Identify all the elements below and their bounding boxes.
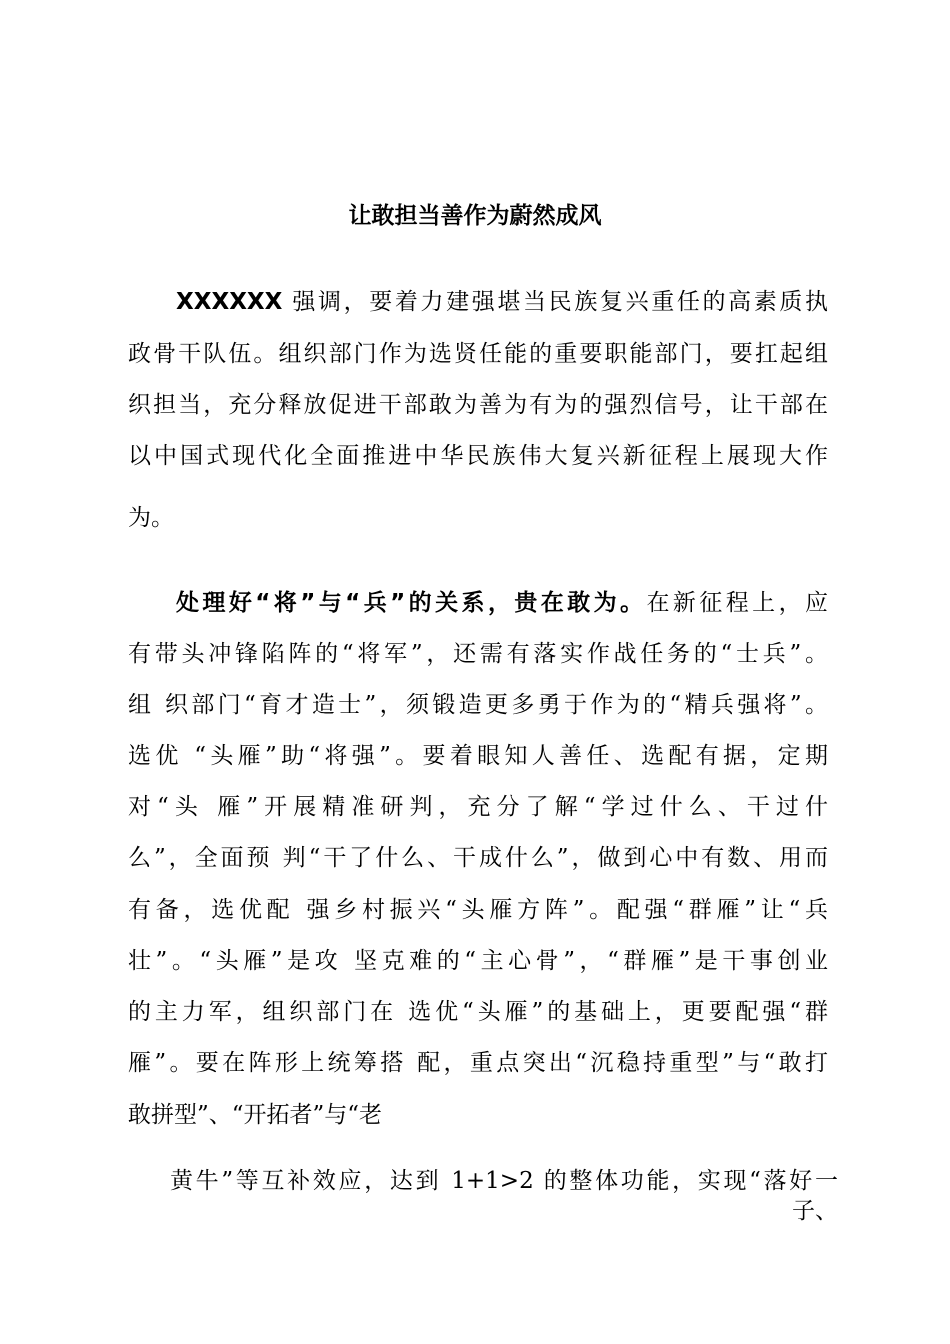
section1-line-11: 敢拼型”、“开拓者”与“老 <box>128 1102 383 1128</box>
section1-line-1 <box>176 585 828 621</box>
intro-line-5: 为。 <box>128 505 174 531</box>
intro-line-4: 以中国式现代化全面推进中华民族伟大复兴新征程上展现大作 <box>128 443 828 469</box>
intro-line-1 <box>176 284 828 320</box>
document-title: 让敢担当善作为蔚然成风 <box>348 203 602 229</box>
section1-line-3: 组 织部门“育才造士”，须锻造更多勇于作为的“精兵强将”。 <box>128 692 828 718</box>
section1-line-7: 有备，选优配 强乡村振兴“头雁方阵”。配强“群雁”让“兵 <box>128 897 828 923</box>
section1-line-2: 有带头冲锋陷阵的“将军”，还需有落实作战任务的“士兵”。 <box>128 641 828 667</box>
section1-line-9: 的主力军，组织部门在 选优“头雁”的基础上，更要配强“群 <box>128 999 828 1025</box>
section1-line-8: 壮”。“头雁”是攻 坚克难的“主心骨”，“群雁”是干事创业 <box>128 948 828 974</box>
intro-line-1-text: 强调，要着力建强堪当民族复兴重任的高素质执 <box>292 289 829 315</box>
section1-heading: 处理好“将”与“兵”的关系，贵在敢为。 <box>176 590 647 616</box>
intro-lead: XXXXXX <box>176 289 283 315</box>
section1-line-6: 么”，全面预 判“干了什么、干成什么”，做到心中有数、用而 <box>128 845 828 871</box>
section1-line-10: 雁”。要在阵形上统筹搭 配，重点突出“沉稳持重型”与“敢打 <box>128 1050 828 1076</box>
section1-line-4: 选优 “头雁”助“将强”。要着眼知人善任、选配有据，定期 <box>128 743 828 769</box>
section1-line-5: 对“头 雁”开展精准研判，充分了解“学过什么、干过什 <box>128 794 828 820</box>
fragment-line-2: 子、 <box>792 1198 838 1224</box>
section1-line-1-rest: 在新征程上，应 <box>646 590 828 616</box>
intro-line-3: 织担当，充分释放促进干部敢为善为有为的强烈信号，让干部在 <box>128 392 828 418</box>
fragment-line-1: 黄牛”等互补效应，达到 1+1>2 的整体功能，实现“落好一 <box>170 1168 838 1194</box>
intro-line-2: 政骨干队伍。组织部门作为选贤任能的重要职能部门，要扛起组 <box>128 341 828 367</box>
